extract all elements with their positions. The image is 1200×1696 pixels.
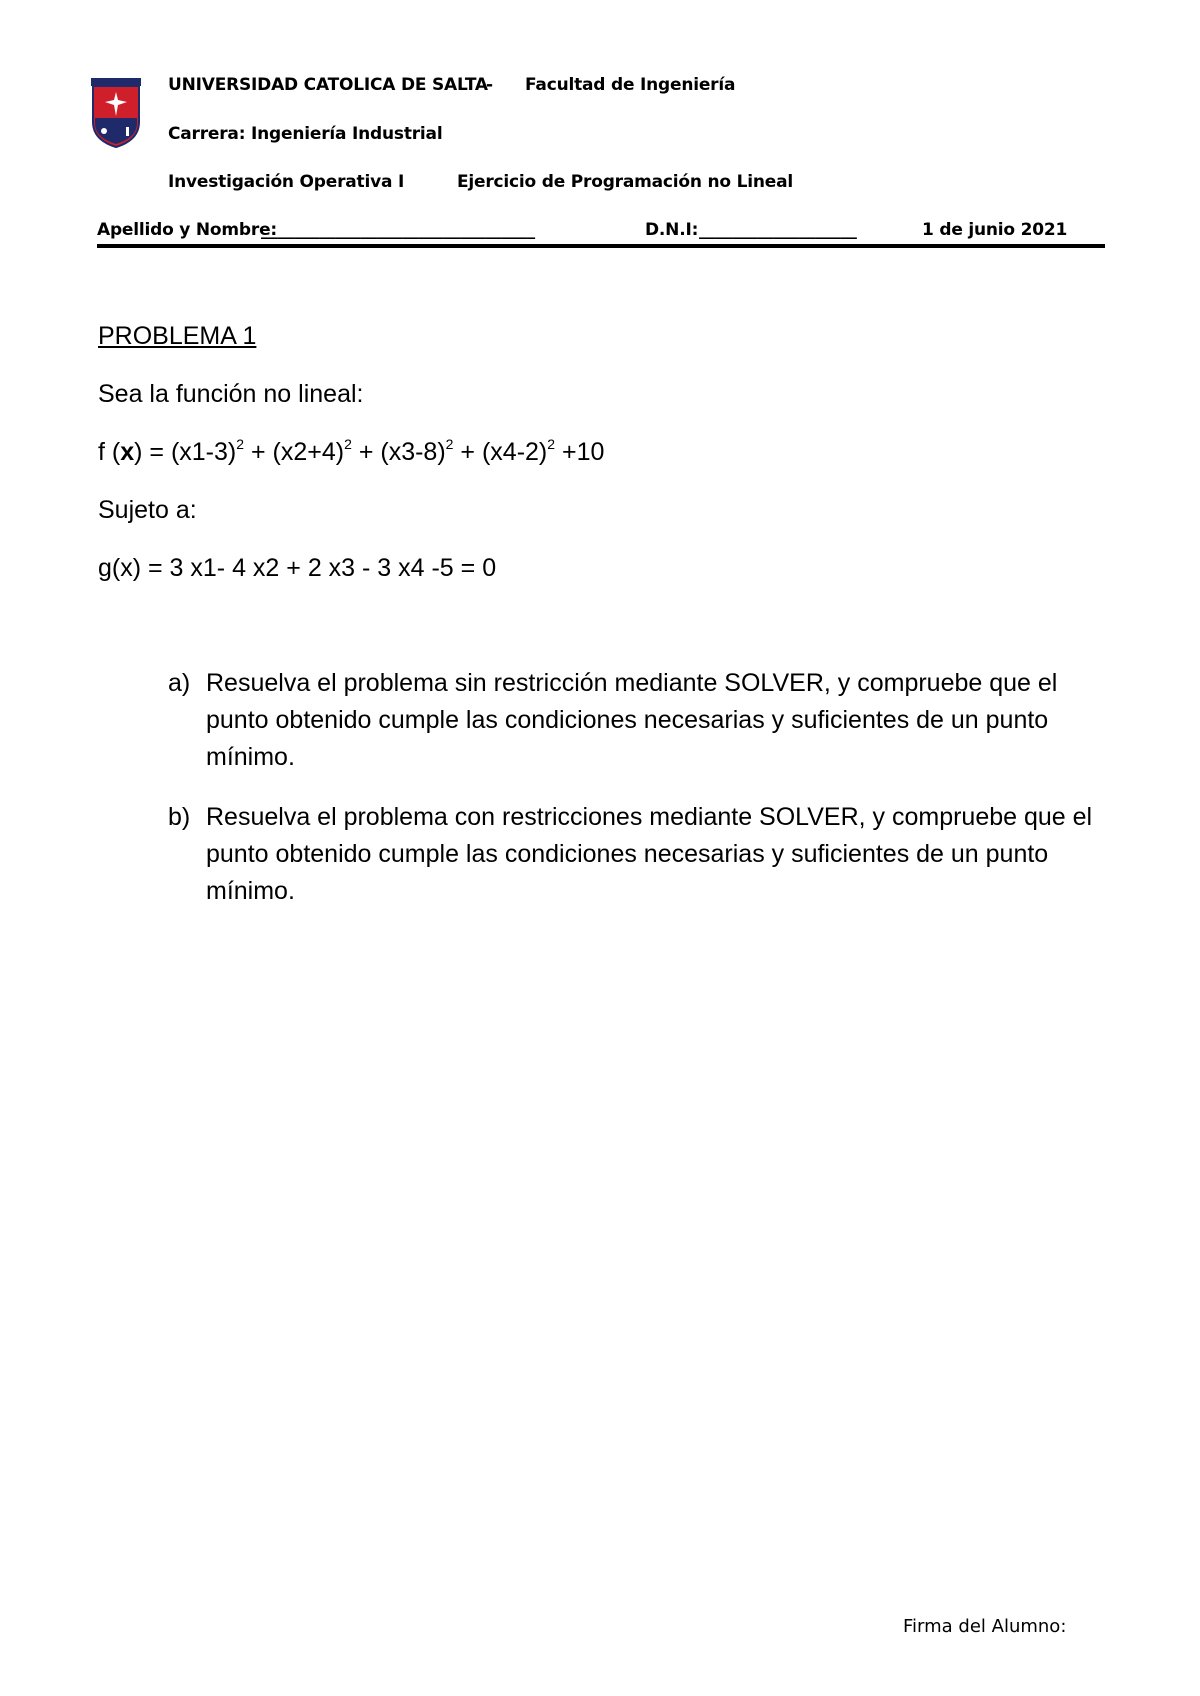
exam-date: 1 de junio 2021 bbox=[922, 220, 1068, 240]
term-4: + (x4-2) bbox=[453, 438, 548, 466]
university-crest-logo bbox=[91, 78, 141, 148]
term-2-exponent: 2 bbox=[344, 436, 352, 452]
question-a bbox=[168, 665, 1108, 776]
problem-title: PROBLEMA 1 bbox=[98, 322, 257, 350]
name-field-line: _________________________________ bbox=[261, 220, 535, 240]
objective-function bbox=[98, 438, 604, 467]
question-marker: b) bbox=[168, 803, 191, 831]
course-name: Investigación Operativa I bbox=[168, 172, 405, 192]
header-separator: - bbox=[486, 75, 493, 95]
function-lhs: f ( bbox=[98, 438, 121, 466]
dni-field-label: D.N.I: bbox=[645, 220, 699, 240]
problem-intro: Sea la función no lineal: bbox=[98, 380, 364, 408]
question-b bbox=[168, 799, 1108, 910]
question-text: Resuelva el problema con restricciones mediante SOLVER, y compruebe que el punto obtenido cumple las condiciones necesarias y suficientes de un punto mínimo. bbox=[206, 803, 1093, 905]
career-label: Carrera: Ingeniería Industrial bbox=[168, 124, 443, 144]
question-list bbox=[168, 665, 1108, 933]
exercise-title: Ejercicio de Programación no Lineal bbox=[457, 172, 794, 192]
subject-to-label: Sujeto a: bbox=[98, 496, 197, 524]
function-paren: ) bbox=[134, 438, 143, 466]
term-1-exponent: 2 bbox=[236, 436, 245, 452]
question-text: Resuelva el problema sin restricción mediante SOLVER, y compruebe que el punto obtenido cumple las condiciones necesarias y suficientes de un punto mínimo. bbox=[206, 669, 1058, 771]
header-divider bbox=[97, 244, 1105, 248]
university-name: UNIVERSIDAD CATOLICA DE SALTA bbox=[168, 75, 488, 95]
signature-label: Firma del Alumno: bbox=[903, 1616, 1067, 1637]
term-4-exponent: 2 bbox=[547, 436, 556, 452]
term-3: + (x3-8) bbox=[351, 438, 446, 466]
question-marker: a) bbox=[168, 669, 191, 697]
function-variable: x bbox=[120, 438, 135, 466]
constraint-equation: g(x) = 3 x1- 4 x2 + 2 x3 - 3 x4 -5 = 0 bbox=[98, 554, 497, 582]
function-constant: +10 bbox=[555, 438, 605, 466]
faculty-name: Facultad de Ingeniería bbox=[525, 75, 736, 95]
name-field-label: Apellido y Nombre: bbox=[97, 220, 278, 240]
term-3-exponent: 2 bbox=[445, 436, 454, 452]
dni-field-line: ___________________ bbox=[699, 220, 857, 240]
term-1: = (x1-3) bbox=[142, 438, 237, 466]
term-2: + (x2+4) bbox=[244, 438, 345, 466]
